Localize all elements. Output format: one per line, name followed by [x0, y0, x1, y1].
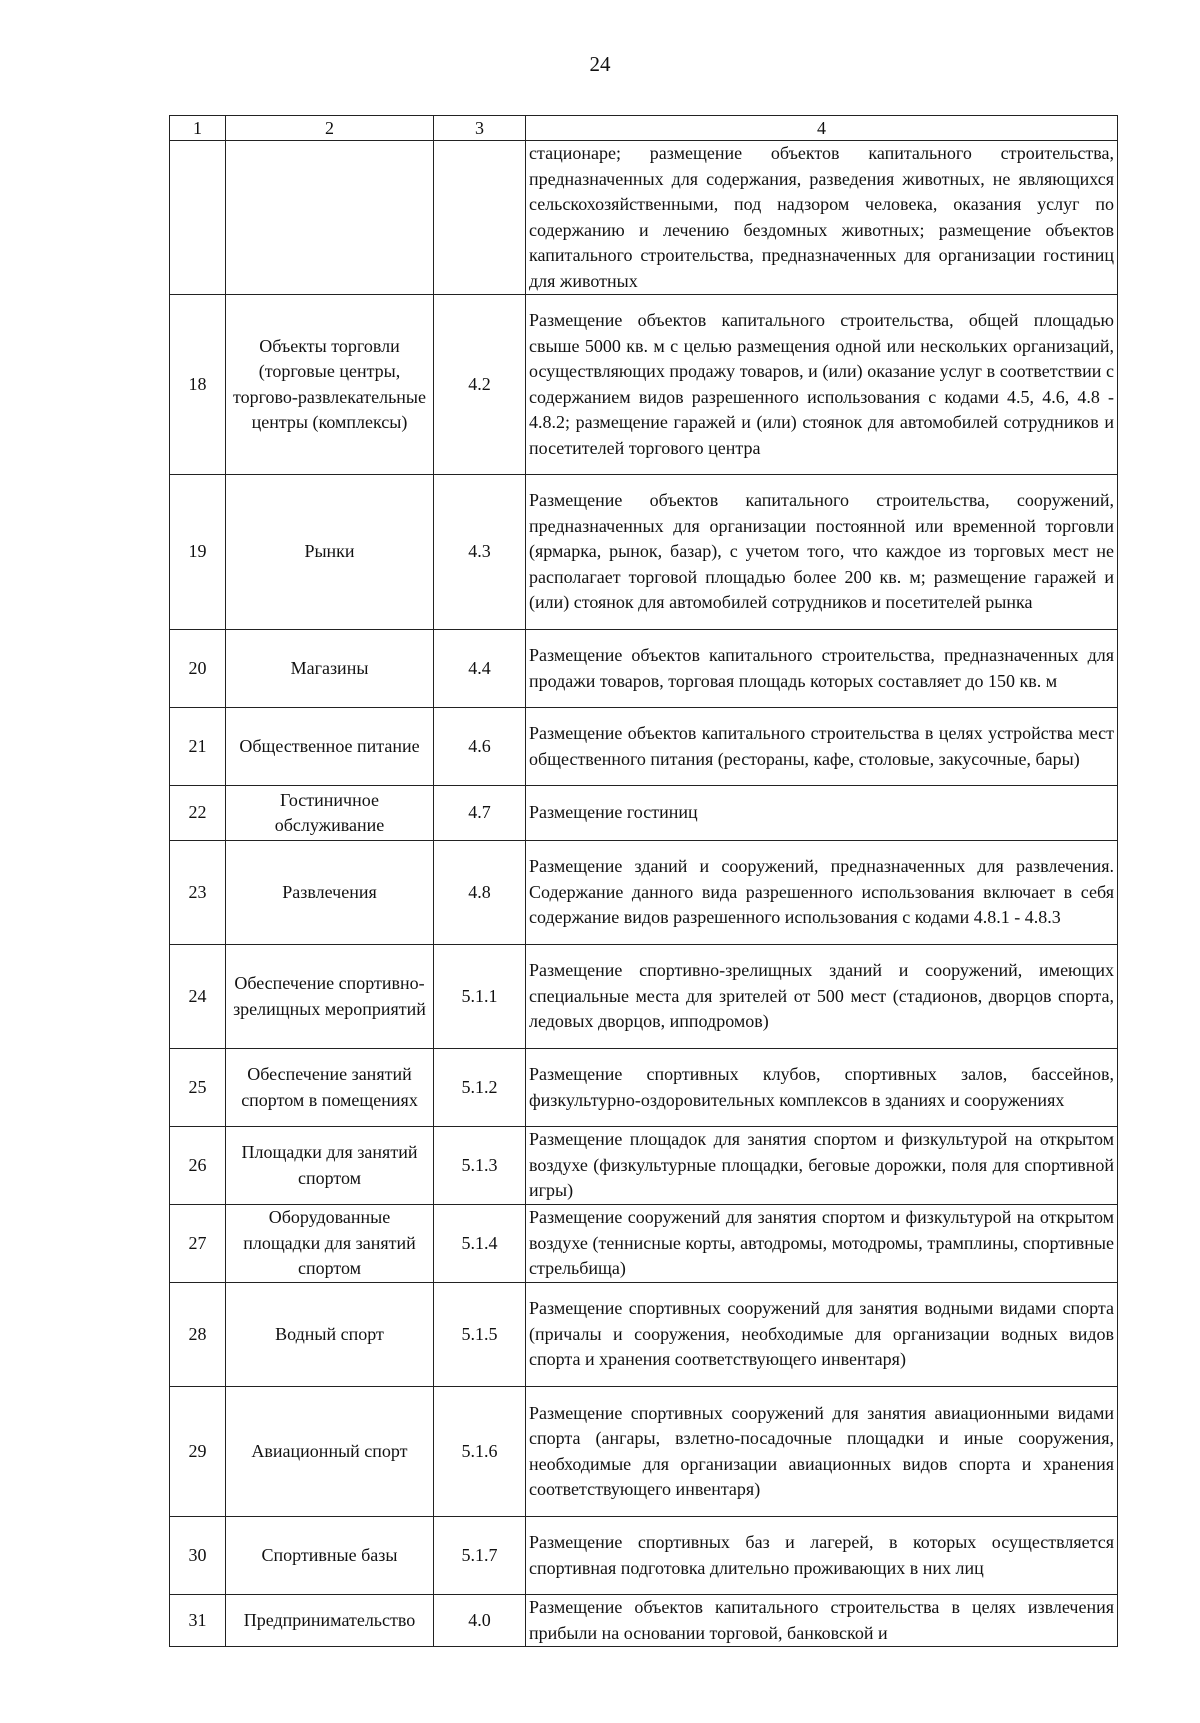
row-number: 28 [170, 1283, 226, 1387]
row-name: Гостиничное обслуживание [226, 786, 434, 841]
row-description: Размещение объектов капитального строительства, сооружений, предназначенных для организации постоянной или временной торговли (ярмарка, рынок, базар), с учетом того, что каждое из торговых мест не располагает торговой площадью более 200 кв. м; размещение гаражей и (или) стоянок для автомобилей сотрудников и посетителей рынка [526, 475, 1118, 630]
row-name: Рынки [226, 475, 434, 630]
row-code: 5.1.7 [434, 1517, 526, 1595]
header-col-1: 1 [170, 116, 226, 141]
table-row [170, 1127, 1118, 1205]
table-row [170, 295, 1118, 475]
row-name: Обеспечение спортивно-зрелищных мероприятий [226, 945, 434, 1049]
row-code: 5.1.6 [434, 1387, 526, 1517]
table-row [170, 1205, 1118, 1283]
row-code: 4.6 [434, 708, 526, 786]
row-description: Размещение объектов капитального строительства в целях устройства мест общественного питания (рестораны, кафе, столовые, закусочные, бары) [526, 708, 1118, 786]
row-name: Развлечения [226, 841, 434, 945]
row-name: Спортивные базы [226, 1517, 434, 1595]
table-row [170, 141, 1118, 295]
row-number: 21 [170, 708, 226, 786]
row-description: стационаре; размещение объектов капитального строительства, предназначенных для содержания, разведения животных, не являющихся сельскохозяйственными, под надзором человека, оказания услуг по содержанию и лечению бездомных животных; размещение объектов капитального строительства, предназначенных для организации гостиниц для животных [526, 141, 1118, 295]
row-code: 4.8 [434, 841, 526, 945]
header-col-3: 3 [434, 116, 526, 141]
table-row [170, 1283, 1118, 1387]
row-description: Размещение сооружений для занятия спортом и физкультурой на открытом воздухе (теннисные корты, автодромы, мотодромы, трамплины, спортивные стрельбища) [526, 1205, 1118, 1283]
row-description: Размещение спортивных баз и лагерей, в которых осуществляется спортивная подготовка длительно проживающих в них лиц [526, 1517, 1118, 1595]
row-name: Объекты торговли (торговые центры, торгово-развлекательные центры (комплексы) [226, 295, 434, 475]
row-description: Размещение объектов капитального строительства, предназначенных для продажи товаров, торговая площадь которых составляет до 150 кв. м [526, 630, 1118, 708]
row-name: Водный спорт [226, 1283, 434, 1387]
row-description: Размещение гостиниц [526, 786, 1118, 841]
table-row [170, 786, 1118, 841]
row-name: Магазины [226, 630, 434, 708]
table-row [170, 945, 1118, 1049]
row-description: Размещение зданий и сооружений, предназначенных для развлечения. Содержание данного вида разрешенного использования включает в себя содержание видов разрешенного использования с кодами 4.8.1 - 4.8.3 [526, 841, 1118, 945]
row-name: Авиационный спорт [226, 1387, 434, 1517]
row-number: 26 [170, 1127, 226, 1205]
table-row [170, 1387, 1118, 1517]
row-code: 5.1.5 [434, 1283, 526, 1387]
row-number: 23 [170, 841, 226, 945]
table-row [170, 630, 1118, 708]
table-row [170, 1517, 1118, 1595]
table-header-row [170, 116, 1118, 141]
row-name: Оборудованные площадки для занятий спортом [226, 1205, 434, 1283]
row-description: Размещение спортивных клубов, спортивных залов, бассейнов, физкультурно-оздоровительных комплексов в зданиях и сооружениях [526, 1049, 1118, 1127]
row-code [434, 141, 526, 295]
table-row [170, 708, 1118, 786]
row-code: 4.2 [434, 295, 526, 475]
header-col-4: 4 [526, 116, 1118, 141]
row-number: 30 [170, 1517, 226, 1595]
row-number: 20 [170, 630, 226, 708]
row-code: 4.4 [434, 630, 526, 708]
row-description: Размещение объектов капитального строительства в целях извлечения прибыли на основании торговой, банковской и [526, 1595, 1118, 1647]
row-code: 5.1.2 [434, 1049, 526, 1127]
header-col-2: 2 [226, 116, 434, 141]
row-number [170, 141, 226, 295]
row-description: Размещение спортивных сооружений для занятия авиационными видами спорта (ангары, взлетно-посадочные площадки и иные сооружения, необходимые для организации авиационных видов спорта и хранения соответствующего инвентаря) [526, 1387, 1118, 1517]
row-number: 19 [170, 475, 226, 630]
row-code: 4.7 [434, 786, 526, 841]
row-number: 22 [170, 786, 226, 841]
row-code: 5.1.4 [434, 1205, 526, 1283]
row-name: Площадки для занятий спортом [226, 1127, 434, 1205]
row-number: 27 [170, 1205, 226, 1283]
row-number: 18 [170, 295, 226, 475]
row-description: Размещение спортивно-зрелищных зданий и сооружений, имеющих специальные места для зрителей от 500 мест (стадионов, дворцов спорта, ледовых дворцов, ипподромов) [526, 945, 1118, 1049]
table-row [170, 1595, 1118, 1647]
row-description: Размещение спортивных сооружений для занятия водными видами спорта (причалы и сооружения, необходимые для организации водных видов спорта и хранения соответствующего инвентаря) [526, 1283, 1118, 1387]
row-number: 29 [170, 1387, 226, 1517]
table-row [170, 1049, 1118, 1127]
row-code: 5.1.1 [434, 945, 526, 1049]
row-name: Предпринимательство [226, 1595, 434, 1647]
row-code: 4.3 [434, 475, 526, 630]
row-description: Размещение объектов капитального строительства, общей площадью свыше 5000 кв. м с целью размещения одной или нескольких организаций, осуществляющих продажу товаров, и (или) оказание услуг в соответствии с содержанием видов разрешенного использования с кодами 4.5, 4.6, 4.8 - 4.8.2; размещение гаражей и (или) стоянок для автомобилей сотрудников и посетителей торгового центра [526, 295, 1118, 475]
row-code: 5.1.3 [434, 1127, 526, 1205]
row-name [226, 141, 434, 295]
land-use-table [169, 115, 1118, 1647]
row-name: Общественное питание [226, 708, 434, 786]
page-number: 24 [589, 52, 611, 76]
table-row [170, 475, 1118, 630]
row-number: 25 [170, 1049, 226, 1127]
row-number: 24 [170, 945, 226, 1049]
row-name: Обеспечение занятий спортом в помещениях [226, 1049, 434, 1127]
row-code: 4.0 [434, 1595, 526, 1647]
row-number: 31 [170, 1595, 226, 1647]
table-row [170, 841, 1118, 945]
row-description: Размещение площадок для занятия спортом и физкультурой на открытом воздухе (физкультурные площадки, беговые дорожки, поля для спортивной игры) [526, 1127, 1118, 1205]
